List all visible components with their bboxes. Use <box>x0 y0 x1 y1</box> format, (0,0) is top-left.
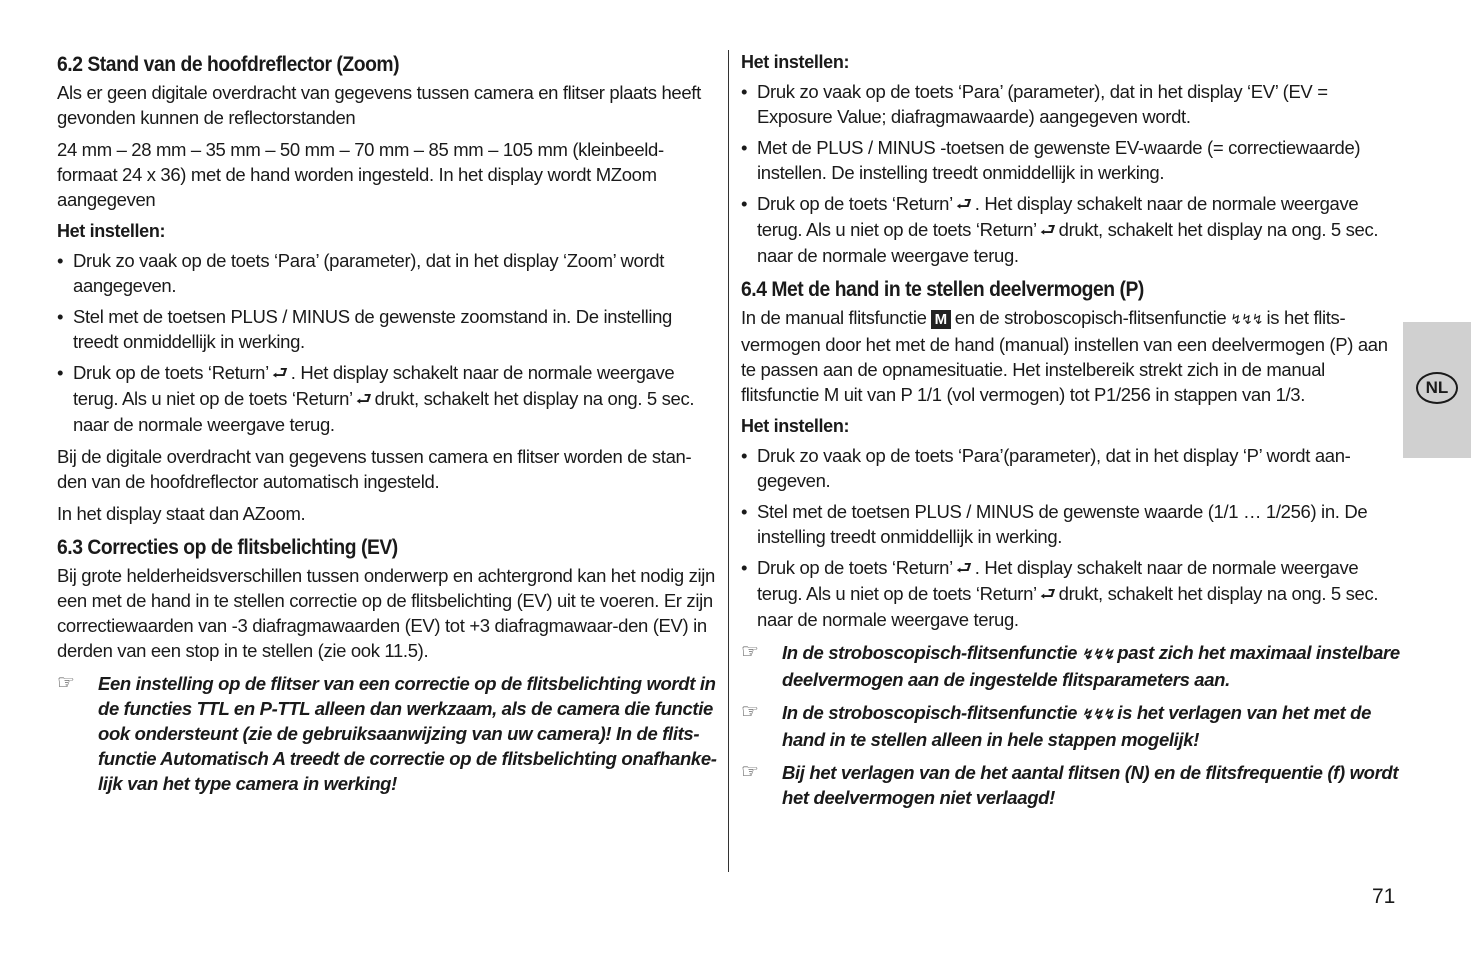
paragraph: Als er geen digitale overdracht van gegevens tussen camera en flitser plaats heeft gevonden kunnen de reflectorstanden <box>57 82 701 128</box>
subheading: Het instellen: <box>57 221 166 241</box>
list-item <box>741 555 1403 632</box>
paragraph: Bij grote helderheidsverschillen tussen onderwerp en achtergrond kan het nodig zijn een met de hand in te stellen correctie op de flitsbelichting (EV) uit te voeren. Er zijn correctiewaarden van -3 diafragmawaarden (EV) tot +3 diafragmawaar-den (EV) in derden van een stop in te stellen (zie ook 11.5). <box>57 565 715 661</box>
page-number: 71 <box>1372 885 1396 908</box>
list-item: • Druk zo vaak op de toets ‘Para’ (parameter), dat in het display ‘Zoom’ wordt aangegeven. <box>57 248 719 298</box>
paragraph: 24 mm – 28 mm – 35 mm – 50 mm – 70 mm – 85 mm – 105 mm (kleinbeeld-formaat 24 x 36) met de hand worden ingesteld. In het display wordt MZoom aangegeven <box>57 139 664 210</box>
stroboscopic-flash-icon: ↯↯↯ <box>1081 706 1114 722</box>
list-item: • Met de PLUS / MINUS -toetsen de gewenste EV-waarde (= correctiewaarde) instellen. De instelling treedt onmiddellijk in werking. <box>741 135 1403 185</box>
list-item: • Druk zo vaak op de toets ‘Para’ (parameter), dat in het display ‘EV’ (EV = Exposure Value; diafragmawaarde) aangegeven wordt. <box>741 79 1403 129</box>
note <box>57 671 719 796</box>
list-item-text: Druk op de toets ‘Return’ <box>757 193 953 214</box>
note <box>741 640 1403 692</box>
list-item-text: . Het display schakelt naar de normale weergave terug. Als u niet op de toets ‘Return’ <box>757 557 1359 604</box>
return-arrow-icon: ⮐ <box>271 363 288 383</box>
note-text: Bij het verlagen van de het aantal flitsen (N) en de flitsfrequentie (f) wordt het deelvermogen niet verlaagd! <box>782 762 1399 808</box>
list-item-text: drukt, schakelt het display na ong. 5 sec. naar de normale weergave terug. <box>757 583 1379 630</box>
return-arrow-icon: ⮐ <box>1039 220 1056 240</box>
list-item: • Druk zo vaak op de toets ‘Para’(parameter), dat in het display ‘P’ wordt aan-gegeven. <box>741 443 1403 493</box>
list-item-text: Druk op de toets ‘Return’ <box>757 557 953 578</box>
note-text: In de stroboscopisch-flitsenfunctie <box>782 702 1078 723</box>
note-text: is het verlagen van het met de hand in te stellen alleen in hele stappen mogelijk! <box>782 702 1372 750</box>
paragraph: In het display staat dan AZoom. <box>57 503 306 524</box>
note-text: past zich het maximaal instelbare deelvermogen aan de ingestelde flitsparameters aan. <box>782 642 1400 690</box>
paragraph-text: is het flits-vermogen door het met de hand (manual) instellen van een deelvermogen (P) aan te passen aan de opnamesituatie. Het instelbereik strekt zich in de manual flitsfunctie M uit van P 1/1 (vol vermogen) tot P1/256 in stappen van 1/3. <box>741 307 1388 405</box>
pointing-hand-icon: ☞ <box>741 761 759 783</box>
stroboscopic-flash-icon: ↯↯↯ <box>1230 311 1263 327</box>
bullet-list <box>741 443 1403 632</box>
list-item <box>57 360 719 437</box>
return-arrow-icon: ⮐ <box>355 389 372 409</box>
right-column <box>741 50 1403 816</box>
section-heading-6-2: 6.2 Stand van de hoofdreflector (Zoom) <box>57 53 400 76</box>
column-divider <box>728 50 729 872</box>
paragraph-text: In de manual flitsfunctie <box>741 307 927 328</box>
note <box>741 760 1403 810</box>
subheading: Het instellen: <box>741 416 850 436</box>
note <box>741 700 1403 752</box>
left-column <box>57 50 719 802</box>
language-badge: NL <box>1416 372 1458 404</box>
return-arrow-icon: ⮐ <box>1039 584 1056 604</box>
pointing-hand-icon: ☞ <box>741 641 759 663</box>
list-item-text: . Het display schakelt naar de normale weergave terug. Als u niet op de toets ‘Return’ <box>73 362 675 409</box>
bullet-list <box>741 79 1403 268</box>
pointing-hand-icon: ☞ <box>57 672 75 694</box>
manual-mode-icon: M <box>931 310 951 329</box>
return-arrow-icon: ⮐ <box>955 194 972 214</box>
stroboscopic-flash-icon: ↯↯↯ <box>1081 646 1114 662</box>
section-heading-6-4: 6.4 Met de hand in te stellen deelvermogen (P) <box>741 278 1144 301</box>
bullet-list <box>57 248 719 437</box>
return-arrow-icon: ⮐ <box>955 558 972 578</box>
pointing-hand-icon: ☞ <box>741 701 759 723</box>
note-text: In de stroboscopisch-flitsenfunctie <box>782 642 1078 663</box>
list-item-text: drukt, schakelt het display na ong. 5 sec. naar de normale weergave terug. <box>757 219 1379 266</box>
list-item-text: drukt, schakelt het display na ong. 5 sec. naar de normale weergave terug. <box>73 388 695 435</box>
note-text: Een instelling op de flitser van een correctie op de flitsbelichting wordt in de functies TTL en P-TTL alleen dan werkzaam, als de camera die functie ook ondersteunt (zie de gebruiksaanwijzing van uw camera)! In de flits-functie Automatisch A treedt de correctie op de flitsbelichting onafhanke-lijk van het type camera in werking! <box>98 673 717 794</box>
list-item <box>741 191 1403 268</box>
language-tab <box>1403 322 1471 458</box>
subheading: Het instellen: <box>741 52 850 72</box>
list-item-text: Druk op de toets ‘Return’ <box>73 362 269 383</box>
list-item: • Stel met de toetsen PLUS / MINUS de gewenste zoomstand in. De instelling treedt onmiddellijk in werking. <box>57 304 719 354</box>
list-item: • Stel met de toetsen PLUS / MINUS de gewenste waarde (1/1 … 1/256) in. De instelling treedt onmiddellijk in werking. <box>741 499 1403 549</box>
paragraph <box>741 305 1403 407</box>
section-heading-6-3: 6.3 Correcties op de flitsbelichting (EV) <box>57 536 398 559</box>
paragraph-text: en de stroboscopisch-flitsenfunctie <box>954 307 1227 328</box>
list-item-text: . Het display schakelt naar de normale weergave terug. Als u niet op de toets ‘Return’ <box>757 193 1359 240</box>
paragraph: Bij de digitale overdracht van gegevens tussen camera en flitser worden de stan-den van de hoofdreflector automatisch ingesteld. <box>57 446 692 492</box>
